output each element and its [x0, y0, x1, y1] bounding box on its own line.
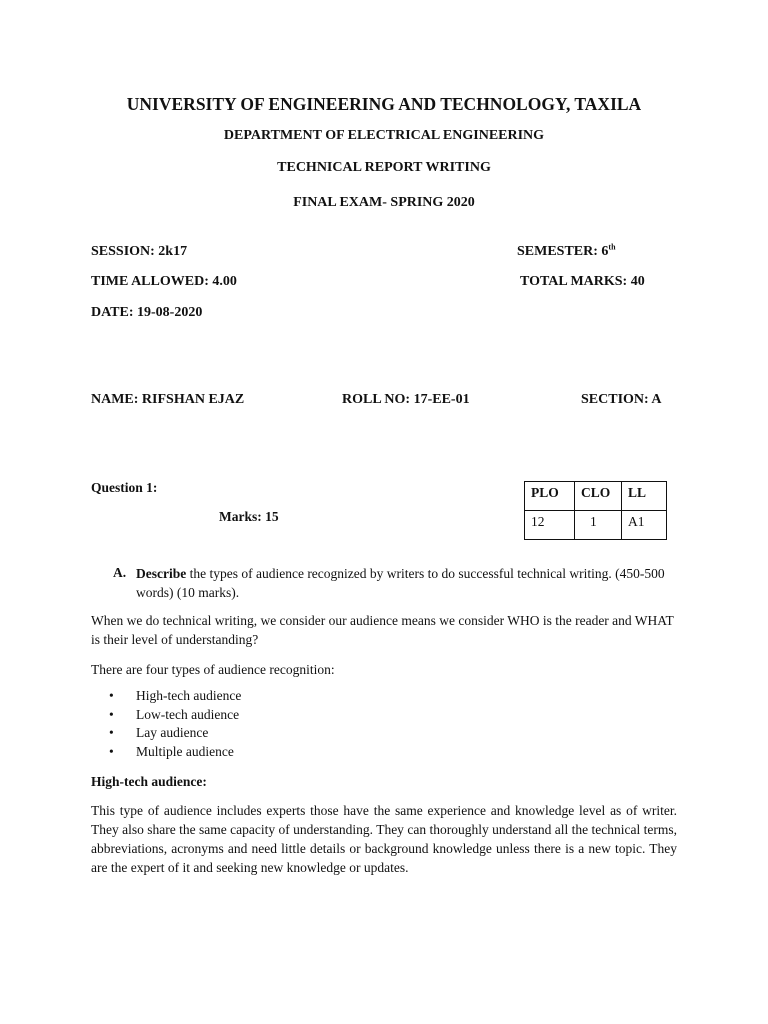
list-item: • Low-tech audience: [91, 706, 241, 725]
outcome-value-ll: A1: [622, 511, 667, 540]
exam-title: FINAL EXAM- SPRING 2020: [293, 195, 475, 210]
subheading-high-tech: High-tech audience:: [91, 774, 207, 789]
question-title: Question 1:: [91, 480, 158, 495]
part-label: A.: [113, 565, 127, 580]
outcome-table-value-row: [525, 511, 667, 540]
list-item: • Lay audience: [91, 724, 241, 743]
outcome-header-plo: PLO: [525, 482, 575, 511]
roll-number: ROLL NO: 17-EE-01: [342, 392, 470, 407]
part-keyword: Describe: [136, 566, 187, 581]
outcome-table-header-row: [525, 482, 667, 511]
outcome-header-ll: LL: [622, 482, 667, 511]
semester-label: [517, 244, 616, 260]
department-title: DEPARTMENT OF ELECTRICAL ENGINEERING: [223, 128, 545, 143]
date-label: DATE: 19-08-2020: [91, 305, 203, 320]
semester-suffix: th: [608, 242, 616, 252]
part-text: the types of audience recognized by writers to do successful technical writing. (450-500 words) (10 marks).: [136, 566, 665, 600]
audience-list: [91, 687, 241, 762]
time-allowed-label: TIME ALLOWED: 4.00: [91, 274, 237, 289]
list-item: • Multiple audience: [91, 743, 241, 762]
course-title: TECHNICAL REPORT WRITING: [277, 160, 491, 175]
outcome-value-clo: 1: [575, 511, 622, 540]
outcome-value-plo: 12: [525, 511, 575, 540]
answer-paragraph-2: There are four types of audience recognition:: [91, 662, 335, 677]
outcome-header-clo: CLO: [575, 482, 622, 511]
list-item: • High-tech audience: [91, 687, 241, 706]
outcome-table: [524, 481, 667, 540]
total-marks-label: TOTAL MARKS: 40: [520, 274, 645, 289]
student-name: NAME: RIFSHAN EJAZ: [91, 392, 245, 407]
part-description: [136, 564, 677, 602]
session-label: SESSION: 2k17: [91, 244, 188, 259]
answer-paragraph-3: This type of audience includes experts those have the same experience and knowledge level as of writer. They also share the same capacity of understanding. They can thoroughly understand all the technical terms, abbreviations, acronyms and need little details or background knowledge unless there is a new topic. They are the expert of it and seeking new knowledge or updates.: [91, 803, 677, 875]
answer-paragraph-1: When we do technical writing, we consider our audience means we consider WHO is the reader and WHAT is their level of understanding?: [91, 613, 674, 647]
university-title: UNIVERSITY OF ENGINEERING AND TECHNOLOGY, TAXILA: [126, 94, 642, 114]
section-label: SECTION: A: [581, 392, 662, 407]
question-marks: Marks: 15: [219, 509, 279, 524]
semester-text: SEMESTER: 6: [517, 244, 609, 259]
